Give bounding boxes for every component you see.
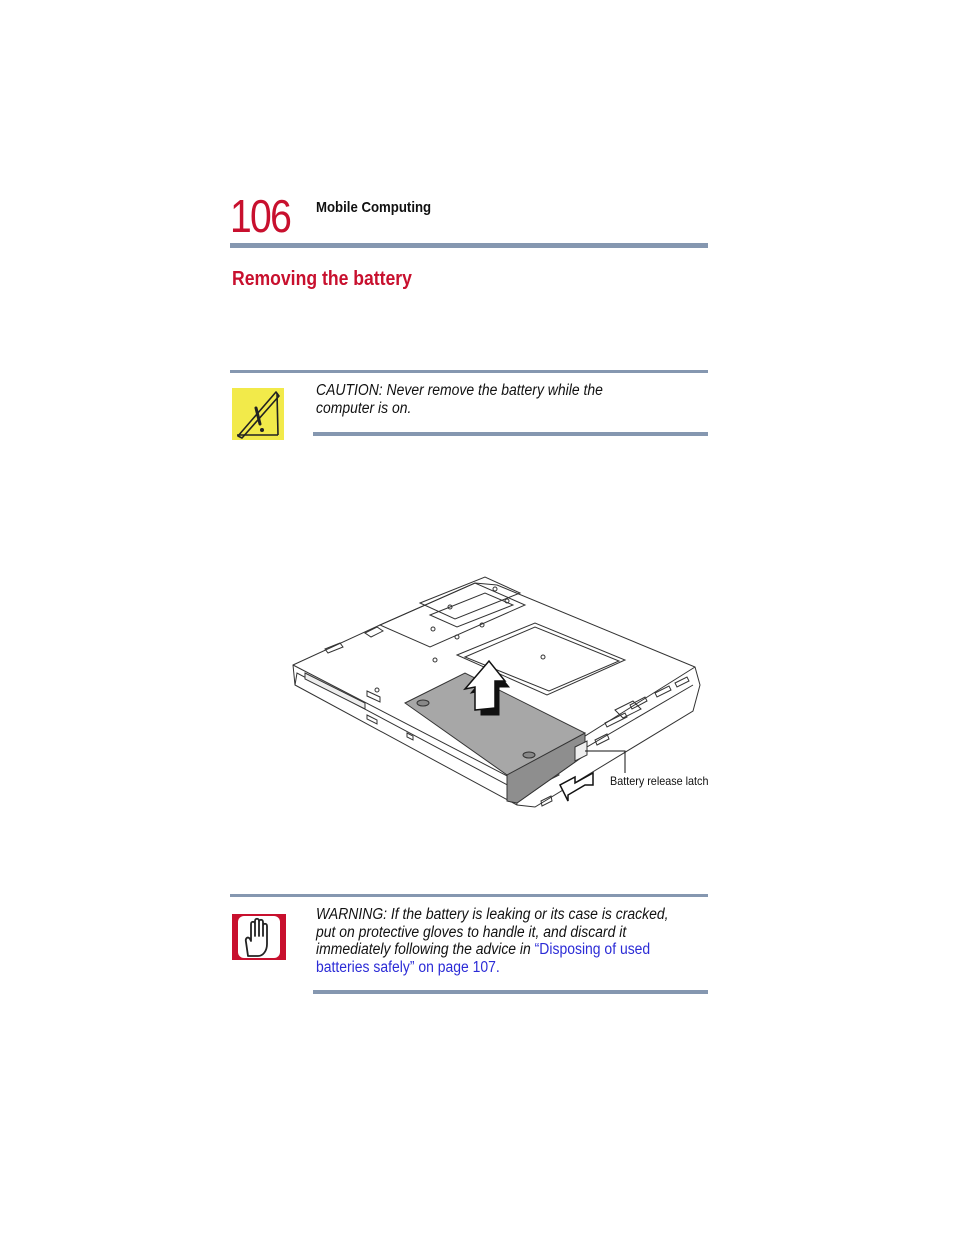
warning-text bbox=[316, 906, 669, 976]
warning-top-rule bbox=[230, 894, 708, 897]
caution-top-rule bbox=[230, 370, 708, 373]
header-rule bbox=[230, 243, 708, 248]
battery-release-latch-callout: Battery release latch bbox=[610, 774, 709, 788]
warning-bottom-rule bbox=[313, 990, 708, 994]
warning-text-suffix: . bbox=[495, 958, 500, 976]
caution-triangle-icon bbox=[232, 388, 284, 440]
warning-text-prefix: WARNING: If the battery is leaking or its case is cracked, put on protective gloves to handle it, and discard it immediately following the advice in bbox=[316, 906, 669, 958]
caution-bottom-rule bbox=[313, 432, 708, 436]
chapter-title: Mobile Computing bbox=[316, 199, 432, 216]
stop-hand-icon bbox=[232, 914, 286, 960]
page-number: 106 bbox=[230, 190, 291, 242]
section-heading: Removing the battery bbox=[232, 268, 412, 290]
disposing-batteries-link[interactable]: “Disposing of used batteries safely” on page 107 bbox=[316, 941, 651, 976]
caution-text: CAUTION: Never remove the battery while the computer is on. bbox=[316, 382, 603, 417]
